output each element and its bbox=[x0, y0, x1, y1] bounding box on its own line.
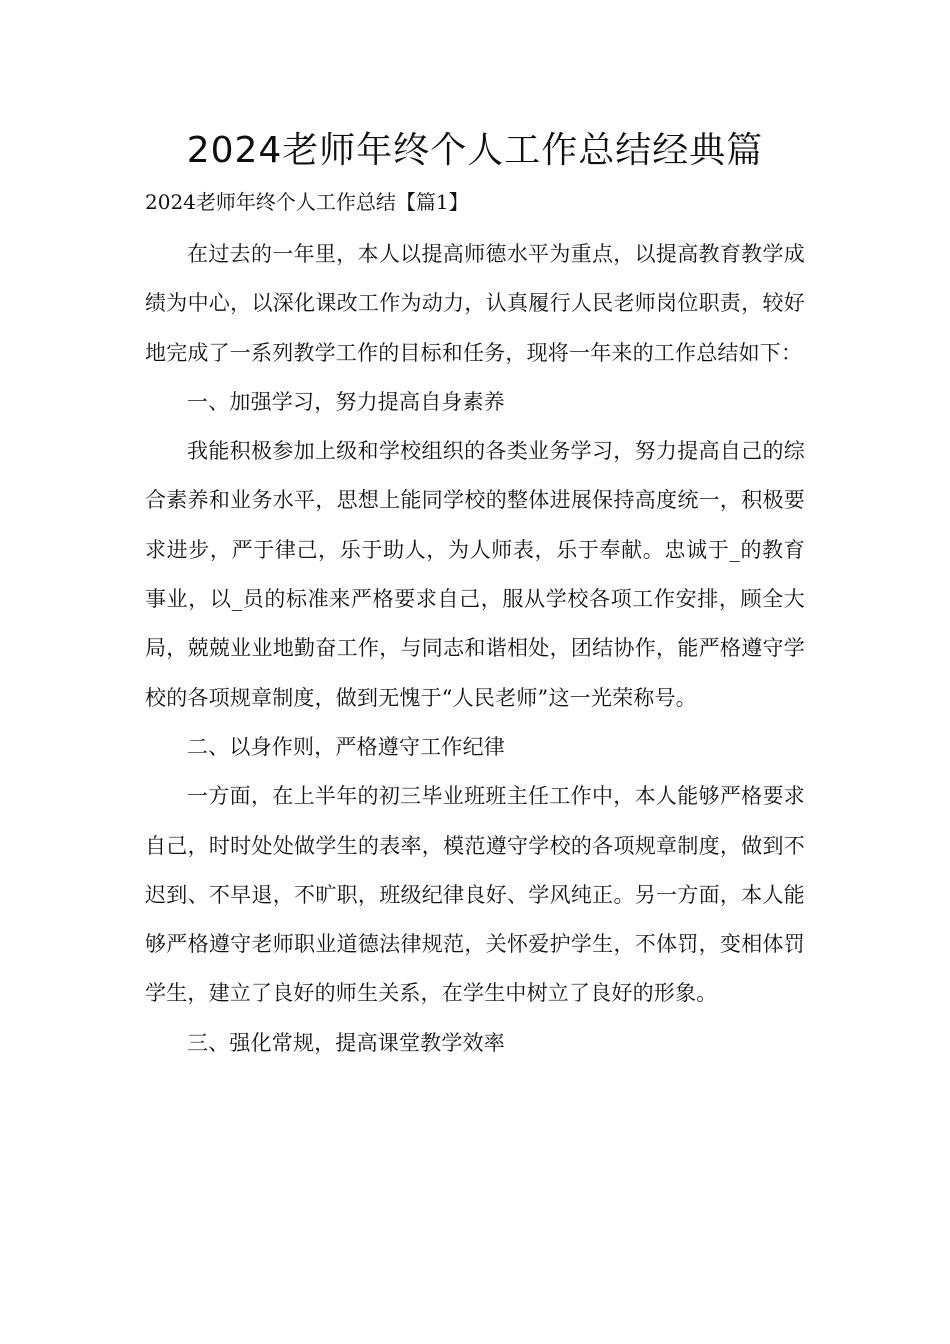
section-paragraph-2: 一方面，在上半年的初三毕业班班主任工作中，本人能够严格要求自己，时时处处做学生的表率，模范遵守学校的各项规章制度，做到不迟到、不早退，不旷职，班级纪律良好、学风纯正。另一方面，本人能够严格遵守老师职业道德法律规范，关怀爱护学生，不体罚，变相体罚学生，建立了良好的师生关系，在学生中树立了良好的形象。 bbox=[145, 784, 805, 1006]
document-subtitle: 2024老师年终个人工作总结【篇1】 bbox=[145, 190, 469, 214]
document-body bbox=[145, 230, 805, 1068]
intro-paragraph: 在过去的一年里，本人以提高师德水平为重点，以提高教育教学成绩为中心，以深化课改工作为动力，认真履行人民老师岗位职责，较好地完成了一系列教学工作的目标和任务，现将一年来的工作总结如下： bbox=[145, 242, 805, 365]
section-paragraph-1: 我能积极参加上级和学校组织的各类业务学习，努力提高自己的综合素养和业务水平，思想上能同学校的整体进展保持高度统一，积极要求进步，严于律己，乐于助人，为人师表，乐于奉献。忠诚于_的教育事业，以_员的标准来严格要求自己，服从学校各项工作安排，顾全大局，兢兢业业地勤奋工作，与同志和谐相处，团结协作，能严格遵守学校的各项规章制度，做到无愧于“人民老师”这一光荣称号。 bbox=[145, 439, 805, 710]
section-heading-2: 二、以身作则，严格遵守工作纪律 bbox=[187, 734, 505, 759]
section-heading-3: 三、强化常规，提高课堂教学效率 bbox=[187, 1030, 505, 1055]
section-heading-1: 一、加强学习，努力提高自身素养 bbox=[187, 389, 505, 414]
document-title: 2024老师年终个人工作总结经典篇 bbox=[186, 130, 764, 171]
